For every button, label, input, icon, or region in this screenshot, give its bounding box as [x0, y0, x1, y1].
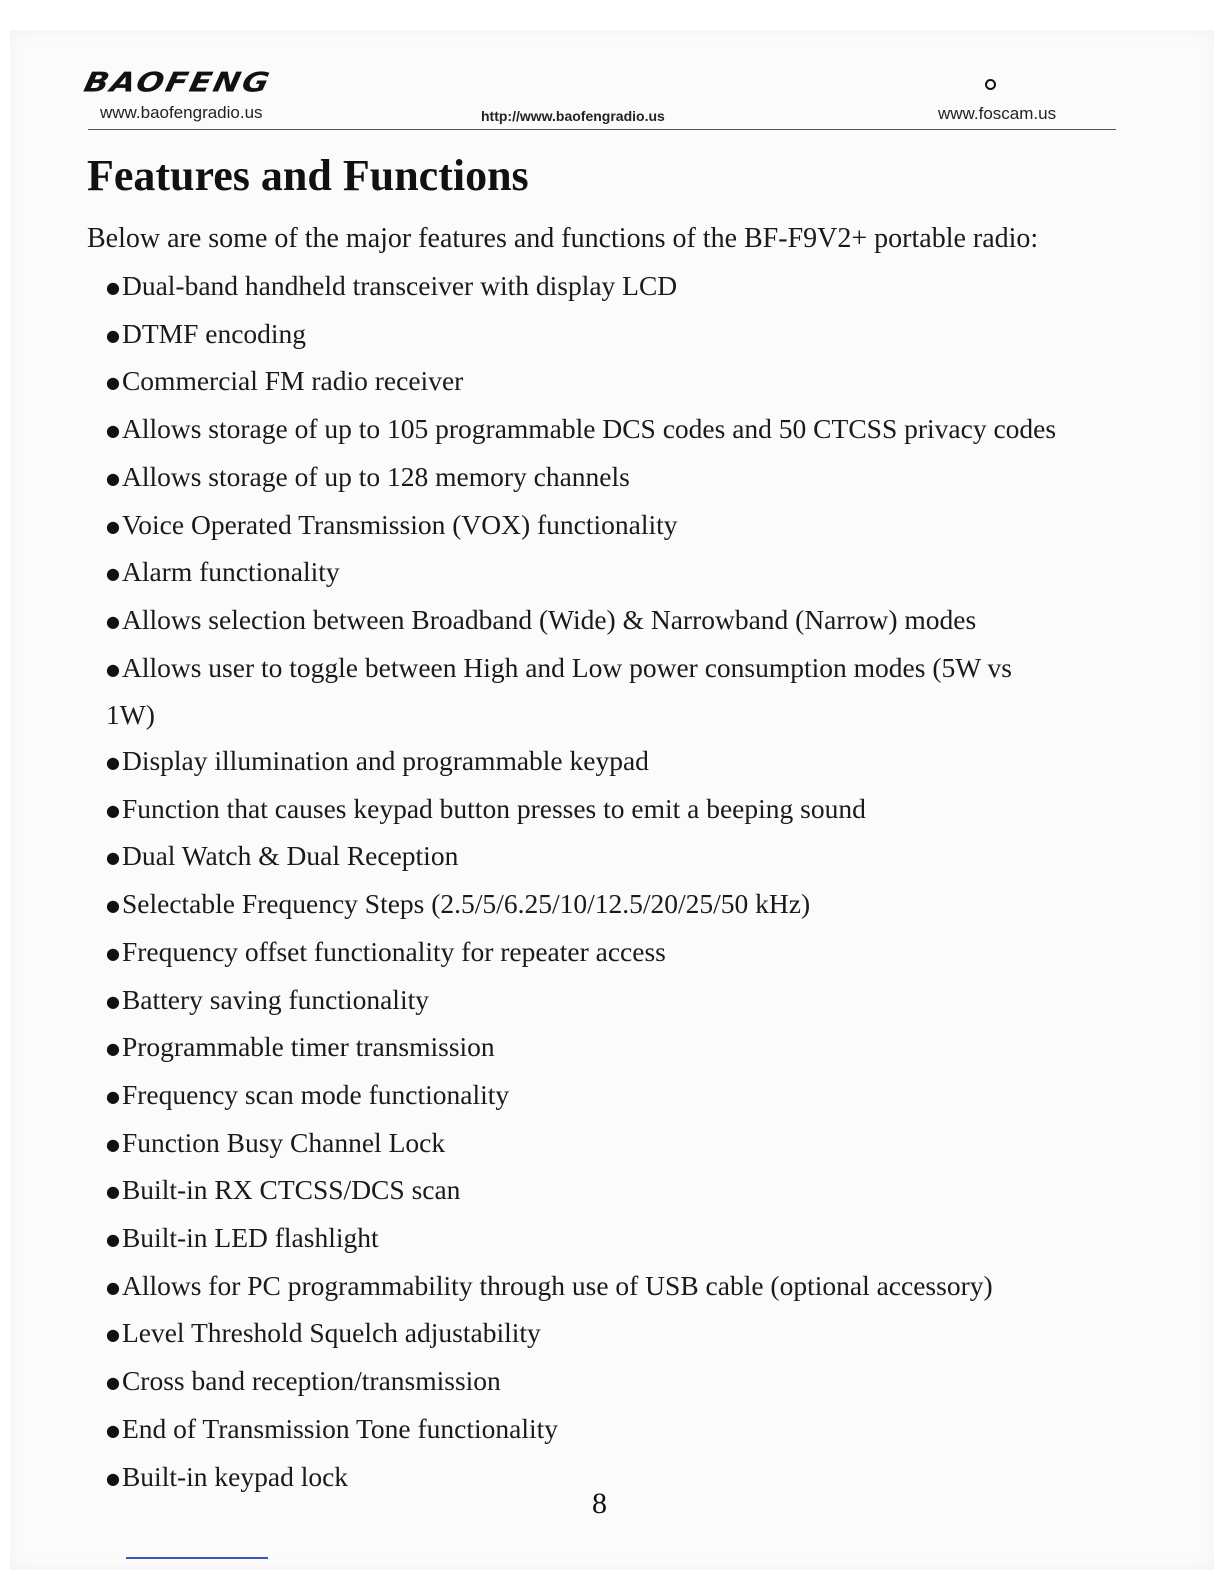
bullet-icon: ●	[106, 325, 120, 345]
bullet-icon: ●	[106, 1086, 120, 1106]
bullet-icon: ●	[106, 1325, 120, 1345]
circle-icon	[985, 79, 996, 90]
feature-text: Selectable Frequency Steps (2.5/5/6.25/10/12.5/20/25/50 kHz)	[121, 888, 811, 920]
feature-text: Battery saving functionality	[121, 983, 429, 1015]
bullet-icon: ●	[106, 943, 120, 963]
bullet-icon: ●	[106, 1373, 120, 1393]
list-item	[106, 1024, 1126, 1072]
bullet-icon: ●	[106, 421, 120, 441]
bullet-icon: ●	[106, 564, 120, 584]
bullet-icon: ●	[106, 1182, 120, 1202]
list-item	[106, 833, 1126, 881]
feature-text: Allows storage of up to 105 programmable DCS codes and 50 CTCSS privacy codes	[121, 413, 1057, 445]
list-item	[106, 1310, 1126, 1358]
page-number: 8	[592, 1487, 607, 1520]
list-item	[106, 597, 1126, 645]
bullet-icon: ●	[106, 1468, 120, 1488]
bullet-icon: ●	[106, 1039, 120, 1059]
feature-text: Built-in RX CTCSS/DCS scan	[121, 1174, 461, 1206]
header-right-url[interactable]: www.foscam.us	[938, 104, 1057, 123]
list-item	[106, 786, 1126, 834]
header-left-url[interactable]: www.baofengradio.us	[100, 103, 263, 122]
bullet-icon: ●	[106, 659, 120, 679]
feature-text: Frequency scan mode functionality	[121, 1078, 510, 1110]
feature-text: Alarm functionality	[121, 556, 340, 588]
link-underline[interactable]	[126, 1557, 268, 1559]
feature-text: Dual-band handheld transceiver with display LCD	[121, 270, 678, 301]
feature-text: DTMF encoding	[121, 317, 307, 349]
bullet-icon: ●	[106, 1420, 120, 1440]
list-item	[106, 406, 1126, 454]
list-item	[106, 549, 1126, 597]
bullet-icon: ●	[106, 1277, 120, 1297]
feature-text: Frequency offset functionality for repeater access	[121, 935, 666, 967]
feature-text: Cross band reception/transmission	[121, 1365, 501, 1397]
feature-text: Voice Operated Transmission (VOX) functionality	[121, 508, 678, 540]
list-item	[106, 263, 1126, 311]
list-item	[106, 977, 1126, 1025]
bullet-icon: ●	[106, 516, 120, 536]
list-item	[106, 1358, 1126, 1406]
bullet-icon: ●	[106, 800, 120, 820]
feature-text: Allows selection between Broadband (Wide) & Narrowband (Narrow) modes	[121, 603, 977, 635]
feature-text: Programmable timer transmission	[121, 1031, 495, 1063]
list-item	[106, 1167, 1126, 1215]
list-item	[106, 738, 1126, 786]
feature-text: End of Transmission Tone functionality	[121, 1412, 559, 1444]
list-item	[106, 1454, 1126, 1502]
feature-text: Built-in LED flashlight	[121, 1222, 379, 1254]
list-item	[106, 645, 1046, 738]
list-item	[106, 454, 1126, 502]
list-item	[106, 358, 1126, 406]
feature-text: Commercial FM radio receiver	[121, 365, 464, 397]
list-item	[106, 311, 1126, 359]
feature-text: Function that causes keypad button presses to emit a beeping sound	[121, 792, 866, 824]
list-item	[106, 502, 1126, 550]
list-item	[106, 1120, 1126, 1168]
list-item	[106, 1072, 1126, 1120]
features-list	[106, 263, 1126, 1501]
list-item	[106, 1406, 1126, 1454]
bullet-icon: ●	[106, 611, 120, 631]
bullet-icon: ●	[106, 896, 120, 916]
list-item	[106, 929, 1126, 977]
baofeng-logo: BAOFENG	[81, 66, 275, 99]
bullet-icon: ●	[106, 1230, 120, 1250]
header-center-url[interactable]: http://www.baofengradio.us	[481, 108, 665, 124]
page-title: Features and Functions	[87, 151, 529, 200]
bullet-icon: ●	[106, 468, 120, 488]
feature-text: Dual Watch & Dual Reception	[121, 840, 459, 872]
list-item	[106, 1263, 1126, 1311]
list-item	[106, 1215, 1126, 1263]
bullet-icon: ●	[106, 1134, 120, 1154]
feature-text: Allows for PC programmability through use of USB cable (optional accessory)	[121, 1269, 993, 1301]
feature-text: Built-in keypad lock	[121, 1460, 349, 1492]
feature-text: Allows storage of up to 128 memory channels	[121, 460, 630, 492]
bullet-icon: ●	[106, 373, 120, 393]
intro-paragraph: Below are some of the major features and functions of the BF-F9V2+ portable radio:	[87, 223, 1039, 254]
bullet-icon: ●	[106, 991, 120, 1011]
feature-text: Function Busy Channel Lock	[121, 1126, 446, 1158]
feature-text: Allows user to toggle between High and Low power consumption modes (5W vs 1W)	[106, 651, 1013, 731]
bullet-icon: ●	[106, 278, 120, 297]
feature-text: Level Threshold Squelch adjustability	[121, 1317, 541, 1349]
list-item	[106, 881, 1126, 929]
bullet-icon: ●	[106, 848, 120, 868]
header-divider	[88, 129, 1116, 130]
feature-text: Display illumination and programmable keypad	[121, 745, 649, 777]
bullet-icon: ●	[106, 753, 120, 773]
